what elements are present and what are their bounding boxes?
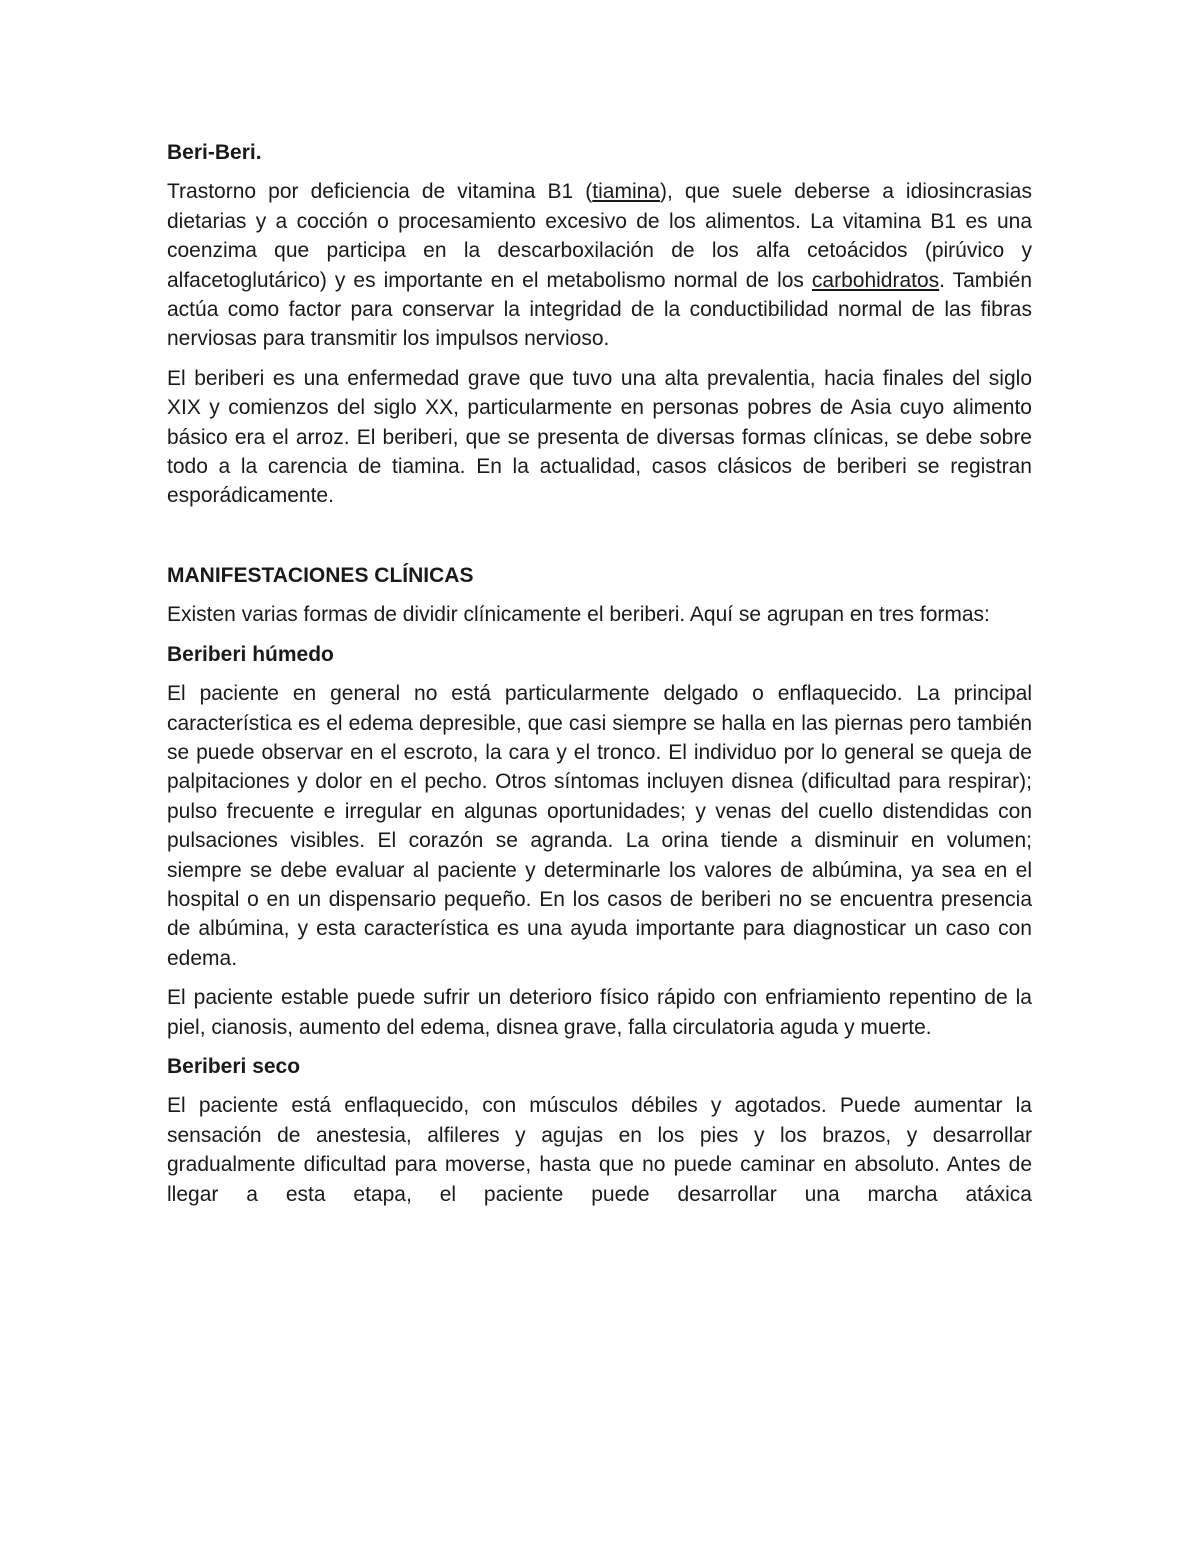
forms-intro-paragraph: Existen varias formas de dividir clínicamente el beriberi. Aquí se agrupan en tres formas:	[167, 603, 990, 627]
section-heading: MANIFESTACIONES CLÍNICAS	[167, 563, 474, 587]
link-carbohidratos[interactable]: carbohidratos	[811, 268, 940, 292]
link-tiamina[interactable]: tiamina	[592, 180, 660, 204]
intro-paragraph	[167, 177, 1032, 353]
spacer	[167, 521, 1032, 561]
history-paragraph: El beriberi es una enfermedad grave que tuvo una alta prevalentia, hacia finales del siglo XIX y comienzos del siglo XX, particularmente en personas pobres de Asia cuyo alimento básico era el arroz. El beriberi, que se presenta de diversas formas clínicas, se debe sobre todo a la carencia de tiamina. En la actualidad, casos clásicos de beriberi se registran esporádicamente.	[167, 366, 1032, 508]
subheading-wet-beriberi: Beriberi húmedo	[167, 642, 334, 666]
subheading-dry-beriberi: Beriberi seco	[167, 1054, 301, 1078]
wet-beriberi-paragraph: El paciente en general no está particularmente delgado o enflaquecido. La principal característica es el edema depresible, que casi siempre se halla en las piernas pero también se puede observar en el escroto, la cara y el tronco. El individuo por lo general se queja de palpitaciones y dolor en el pecho. Otros síntomas incluyen disnea (dificultad para respirar); pulso frecuente e irregular en algunas oportunidades; y venas del cuello distendidas con pulsaciones visibles. El corazón se agranda. La orina tiende a disminuir en volumen; siempre se debe evaluar al paciente y determinarle los valores de albúmina, ya sea en el hospital o en un dispensario pequeño. En los casos de beriberi no se encuentra presencia de albúmina, y esta característica es una ayuda importante para diagnosticar un caso con edema.	[167, 682, 1032, 970]
document-page	[167, 138, 1032, 1219]
intro-text-b: ), que suele deberse a idiosincrasias dietarias y a cocción o procesamiento excesivo de los alimentos. La vitamina B1 es una coenzima que participa en la descarboxilación de los alfa cetoácidos (pirúvico y alfacetoglutárico) y es importante en el metabolismo normal de los	[167, 180, 1032, 292]
intro-text-a: Trastorno por deficiencia de vitamina B1 (	[167, 180, 593, 204]
intro-text-c: . También actúa como factor para conservar la integridad de la conductibilidad normal de las fibras nerviosas para transmitir los impulsos nervioso.	[167, 268, 1032, 351]
document-title: Beri-Beri.	[167, 141, 262, 164]
wet-beriberi-paragraph-2: El paciente estable puede sufrir un deterioro físico rápido con enfriamiento repentino de la piel, cianosis, aumento del edema, disnea grave, falla circulatoria aguda y muerte.	[167, 986, 1032, 1039]
dry-beriberi-paragraph: El paciente está enflaquecido, con músculos débiles y agotados. Puede aumentar la sensación de anestesia, alfileres y agujas en los pies y los brazos, y desarrollar gradualmente dificultad para moverse, hasta que no puede caminar en absoluto. Antes de llegar a esta etapa, el paciente puede desarrollar una marcha atáxica	[167, 1094, 1032, 1206]
